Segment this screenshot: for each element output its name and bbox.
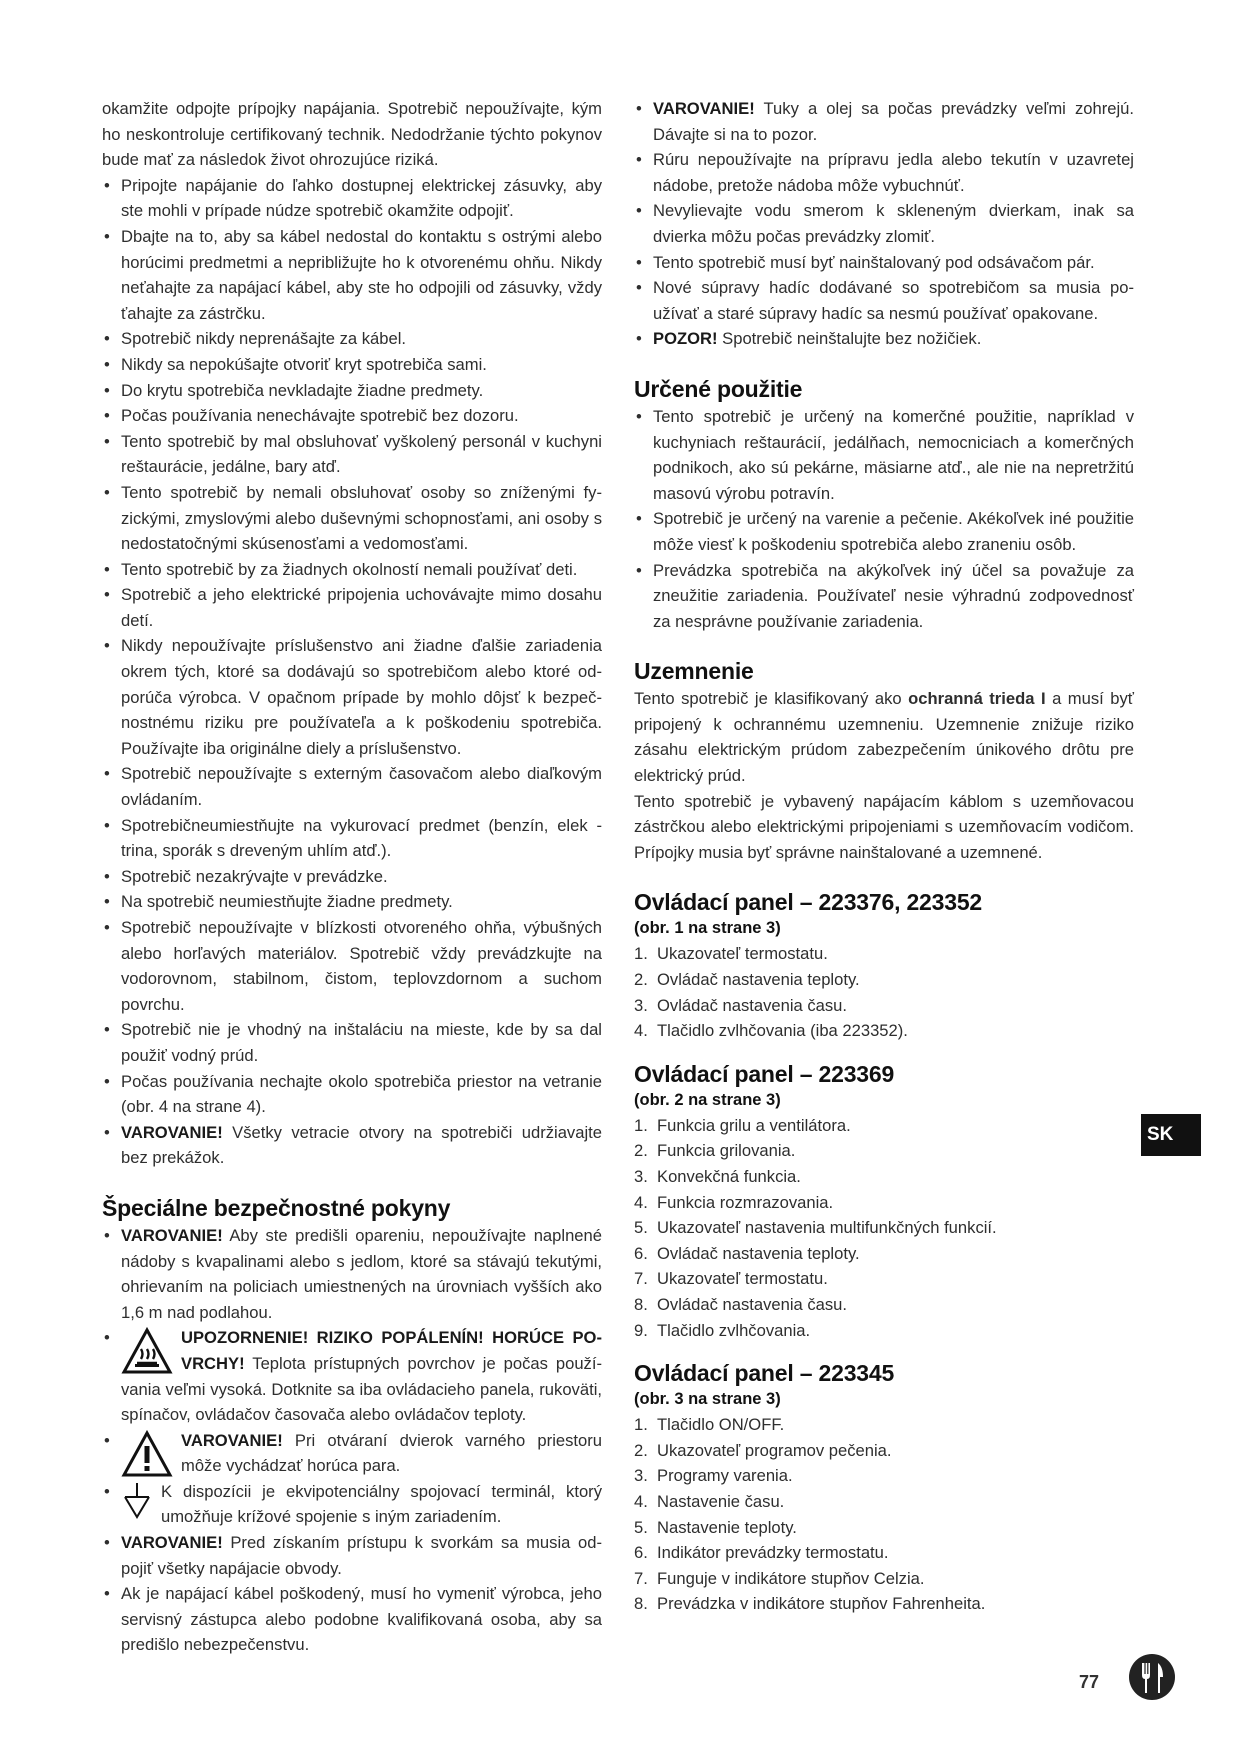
warning-label: VAROVANIE!	[121, 1225, 223, 1245]
warning-label: VAROVANIE!	[121, 1533, 223, 1553]
safety-bullet	[634, 147, 1134, 198]
safety-bullet-text: Spotrebič nikdy neprenášajte za kábel.	[121, 329, 407, 349]
safety-bullet-text: Dbajte na to, aby sa kábel nedostal do kontaktu s ostrými alebo horúcimi predmetmi a nepribližujte ho k otvorenému ohňu. Nikdy neťahajte za napájací kábel, aby ste ho odpojili od zásuvky, vždy ťahajte za zástrčku.	[121, 226, 602, 323]
warning-text: Pri otváraní dvierok varného priestoru môže vychádzať horúca para.	[181, 1430, 602, 1476]
grounding-cable-paragraph: Tento spotrebič je vybavený napájacím káblom s uzemňovacou zástrčkou alebo elektrickými pripojeniami s uzemňovacím vodičom. Prípojky musia byť správne nainštalované a uzemnené.	[634, 791, 1134, 862]
equipotential-item	[102, 1479, 602, 1530]
bullet: •	[104, 918, 110, 937]
bullet: •	[104, 585, 110, 605]
bullet: •	[636, 252, 642, 272]
bullet: •	[104, 380, 110, 400]
item-number: 7.	[634, 1269, 648, 1289]
protection-class: ochranná trieda I	[908, 689, 1046, 709]
safety-bullet	[102, 582, 602, 633]
control-panel-item-text: Ukazovateľ termostatu.	[657, 1269, 828, 1289]
right-column	[634, 96, 1134, 1617]
bullet: •	[104, 431, 110, 451]
safety-bullet-text: Spotrebič nie je vhodný na inštaláciu na mieste, kde by sa dal použiť vodný prúd.	[121, 1020, 602, 1065]
safety-bullet	[102, 557, 602, 583]
control-panel-item	[634, 1018, 1134, 1044]
safety-bullet	[102, 761, 602, 812]
bullet: •	[104, 354, 110, 374]
item-number: 7.	[634, 1568, 648, 1588]
warning-label: VAROVANIE!	[181, 1430, 283, 1450]
left-column	[102, 96, 602, 1658]
grounding-heading: Uzemnenie	[634, 658, 754, 685]
safety-bullet-text: Rúru nepoužívajte na prípravu jedla alebo tekutín v uzavretej nádobe, pretože nádoba môže vybuchnúť.	[653, 150, 1134, 195]
intended-use-bullet-text: Spotrebič je určený na varenie a pečenie. Akékoľvek iné použitie môže viesť k poškodeniu spotrebiča alebo zraneniu osôb.	[653, 509, 1134, 554]
safety-bullet-text: Tento spotrebič by za žiadnych okolností nemali používať deti.	[121, 559, 578, 579]
item-number: 6.	[634, 1543, 648, 1563]
control-panel-item	[634, 1566, 1134, 1592]
safety-bullet-list	[634, 147, 1134, 326]
item-number: 6.	[634, 1243, 648, 1263]
control-panel-item-text: Ovládač nastavenia času.	[657, 1294, 848, 1314]
terminal-warning-item	[102, 1530, 602, 1581]
bullet: •	[104, 406, 110, 426]
intended-use-heading: Určené použitie	[634, 375, 803, 402]
item-number: 3.	[634, 995, 648, 1015]
bullet: •	[104, 1020, 110, 1040]
control-panel-item	[634, 993, 1134, 1019]
intended-use-bullet-text: Prevádzka spotrebiča na akýkoľvek iný účel sa považuje za zneužitie zariadenia. Používateľ nesie výhradnú zodpovednosť za nesprávne používanie zariadenia.	[653, 560, 1134, 631]
bullet: •	[104, 815, 110, 835]
control-panel-item-text: Ukazovateľ nastavenia multifunkčných funkcií.	[657, 1218, 997, 1238]
bullet: •	[104, 1122, 110, 1142]
hot-surface-warning-item	[102, 1325, 602, 1427]
safety-bullet	[102, 633, 602, 761]
item-number: 8.	[634, 1594, 648, 1614]
safety-bullet-text: Spotrebič a jeho elektrické pripojenia uchovávajte mimo dosahu detí.	[121, 585, 602, 630]
safety-bullet-text: Nevylievajte vodu smerom k skleneným dvierkam, inak sa dvierka môžu počas prevádzky zlomiť.	[653, 201, 1134, 246]
warning-text: Všetky vetracie otvory na spotrebiči udržiavajte bez prekážok.	[121, 1122, 602, 1168]
bullet: •	[636, 406, 642, 426]
safety-bullet	[102, 1069, 602, 1120]
bullet: •	[104, 1071, 110, 1091]
safety-bullet-text: Nikdy nepoužívajte príslušenstvo ani žiadne ďalšie zariadenia okrem tých, ktoré sa dodávajú so spotrebičom alebo ktoré odporúča výrobca. V opačnom prípade by mohlo dôjsť k bezpečnostnému riziku pre používateľa a k poškodeniu spotrebiča. Používajte iba originálne diely a príslušenstvo.	[121, 636, 602, 758]
safety-bullet	[102, 889, 602, 915]
cable-text: Ak je napájací kábel poškodený, musí ho vymeniť výrobca, jeho servisný zástupca alebo podobne kvalifikovaná osoba, aby sa predišlo nebezpečenstvu.	[121, 1584, 602, 1655]
control-panel-item-text: Programy varenia.	[657, 1466, 793, 1486]
safety-bullet	[102, 352, 602, 378]
special-safety-heading: Špeciálne bezpečnostné pokyny	[102, 1194, 451, 1221]
bullet: •	[636, 509, 642, 529]
safety-bullet	[102, 1017, 602, 1068]
safety-bullet-text: Do krytu spotrebiča nevkladajte žiadne predmety.	[121, 380, 484, 400]
control-panel-3-ref: (obr. 3 na strane 3)	[634, 1390, 781, 1409]
bullet: •	[104, 866, 110, 886]
cutlery-logo-icon	[1128, 1653, 1176, 1701]
control-panel-item-text: Funkcia rozmrazovania.	[657, 1192, 834, 1212]
safety-bullet	[634, 250, 1134, 276]
control-panel-3-list	[634, 1412, 1134, 1617]
warning-text: Teplota prístupných povrchov je počas používania veľmi vysoká. Dotknite sa iba ovládacieho panela, rukoväti, spínačov, ovládačov časovača alebo ovládačov teploty.	[121, 1353, 602, 1425]
item-number: 4.	[634, 1491, 648, 1511]
item-number: 3.	[634, 1466, 648, 1486]
page-number: 77	[1079, 1672, 1100, 1692]
control-panel-item-text: Nastavenie teploty.	[657, 1517, 797, 1537]
item-number: 2.	[634, 1141, 648, 1161]
control-panel-2-list	[634, 1113, 1134, 1343]
bullet: •	[104, 559, 110, 579]
control-panel-3-heading: Ovládací panel – 223345	[634, 1360, 895, 1387]
bullet: •	[636, 329, 642, 349]
safety-bullet	[102, 173, 602, 224]
equipotential-text: K dispozícii je ekvipotenciálny spojovací terminál, ktorý umožňuje krížové spojenie s iným zariadením.	[161, 1481, 602, 1527]
control-panel-item-text: Nastavenie času.	[657, 1491, 785, 1511]
control-panel-item-text: Ovládač nastavenia času.	[657, 995, 848, 1015]
bullet: •	[104, 1584, 110, 1604]
cable-item	[102, 1581, 602, 1658]
safety-bullet	[102, 915, 602, 1017]
safety-bullet-text: Pripojte napájanie do ľahko dostupnej elektrickej zásuvky, aby ste mohli v prípade núdze spotrebič okamžite odpojiť.	[121, 175, 602, 221]
control-panel-item	[634, 1164, 1134, 1190]
safety-bullet	[102, 378, 602, 404]
safety-bullet	[102, 429, 602, 480]
control-panel-item-text: Funguje v indikátore stupňov Celzia.	[657, 1568, 925, 1588]
bullet: •	[104, 1430, 110, 1450]
item-number: 2.	[634, 1440, 648, 1460]
warning-text: Pred získaním prístupu k svorkám sa musia odpojiť všetky napájacie obvody.	[121, 1533, 602, 1578]
warning-text: Spotrebič neinštalujte bez nožičiek.	[717, 329, 982, 349]
safety-bullet-text: Spotrebič nepoužívajte s externým časovačom alebo diaľkovým ovládaním.	[121, 764, 602, 810]
bullet: •	[104, 636, 110, 656]
warning-label: VAROVANIE!	[121, 1122, 223, 1142]
bullet: •	[104, 1328, 110, 1348]
safety-bullet-text: Nikdy sa nepokúšajte otvoriť kryt spotrebiča sami.	[121, 354, 487, 374]
control-panel-item-text: Tlačidlo ON/OFF.	[657, 1415, 785, 1435]
item-number: 5.	[634, 1517, 648, 1537]
bullet: •	[636, 150, 642, 170]
safety-bullet	[634, 275, 1134, 326]
intro-paragraph: okamžite odpojte prípojky napájania. Spotrebič nepoužívajte, kým ho neskontroluje certifikovaný technik. Nedodržanie týchto pokynov bude mať za následok život ohrozujúce riziká.	[102, 99, 602, 170]
safety-bullet-text: Nové súpravy hadíc dodávané so spotrebičom sa musia používať a staré súpravy hadíc sa nesmú používať opakovane.	[653, 278, 1134, 323]
bullet: •	[104, 329, 110, 349]
bullet: •	[636, 560, 642, 580]
safety-bullet-text: Počas používania nenechávajte spotrebič bez dozoru.	[121, 406, 519, 426]
safety-bullet-text: Spotrebičneumiestňujte na vykurovací predmet (benzín, elek - trina, sporák s dreveným uhlím atď.).	[121, 815, 602, 861]
language-tab: SK	[1141, 1114, 1201, 1156]
warning-label: UPOZORNENIE! RIZIKO POPÁLENÍN! HORÚCE POVRCHY!	[181, 1328, 602, 1373]
control-panel-item-text: Ovládač nastavenia teploty.	[657, 1243, 860, 1263]
control-panel-item	[634, 1412, 1134, 1438]
control-panel-item	[634, 967, 1134, 993]
intended-use-bullet	[634, 506, 1134, 557]
control-panel-2-ref: (obr. 2 na strane 3)	[634, 1090, 781, 1109]
grounding-paragraph: Tento spotrebič je klasifikovaný ako ochranná trieda I a musí byť pripojený k ochrannému uzemneniu. Uzemnenie znižuje riziko zásahu elektrickým prúdom zabezpečením únikového drôtu pre elektrický prúd.	[634, 689, 1134, 786]
bullet: •	[104, 175, 110, 195]
fat-warning-item	[634, 96, 1134, 147]
control-panel-item	[634, 1241, 1134, 1267]
control-panel-item	[634, 1318, 1134, 1344]
intended-use-list	[634, 404, 1134, 634]
item-number: 4.	[634, 1192, 648, 1212]
safety-bullet-text: Spotrebič nezakrývajte v prevádzke.	[121, 866, 388, 886]
control-panel-item-text: Prevádzka v indikátore stupňov Fahrenheita.	[657, 1594, 986, 1614]
warning-label: POZOR!	[653, 329, 718, 349]
control-panel-2-heading: Ovládací panel – 223369	[634, 1060, 895, 1087]
item-number: 9.	[634, 1320, 648, 1340]
feet-warning-item	[634, 326, 1134, 352]
steam-warning-item	[102, 1428, 602, 1479]
intended-use-bullet-text: Tento spotrebič je určený na komerčné použitie, napríklad v kuchyniach reštaurácií, jedálňach, nemocniciach a komerčných podnikoch, ako sú pekárne, mäsiarne atď., ale nie na nepretržitú masovú výrobu potravín.	[653, 406, 1134, 503]
safety-bullet	[102, 813, 602, 864]
control-panel-item-text: Ukazovateľ termostatu.	[657, 944, 828, 964]
intended-use-bullet	[634, 404, 1134, 506]
bullet: •	[104, 1225, 110, 1245]
scald-warning-item	[102, 1223, 602, 1325]
bullet: •	[104, 226, 110, 246]
bullet: •	[104, 1533, 110, 1553]
item-number: 8.	[634, 1294, 648, 1314]
safety-bullet-text: Na spotrebič neumiestňujte žiadne predmety.	[121, 892, 453, 912]
item-number: 1.	[634, 1115, 648, 1135]
control-panel-item	[634, 1438, 1134, 1464]
bullet: •	[104, 482, 110, 502]
safety-bullet	[634, 198, 1134, 249]
hot-surface-warning-icon	[121, 1327, 173, 1375]
control-panel-item	[634, 941, 1134, 967]
control-panel-item-text: Konvekčná funkcia.	[657, 1167, 801, 1186]
safety-bullet-text: Počas používania nechajte okolo spotrebiča priestor na vetranie (obr. 4 na strane 4).	[121, 1071, 602, 1117]
warning-text: Aby ste predišli opareniu, nepoužívajte naplnené nádoby s kvapalinami alebo s jedlom, ktoré sa stávajú tekutými, ohrievaním na policiach umiestnených na úrovniach vyšších ako 1,6 m nad podlahou.	[121, 1225, 602, 1322]
control-panel-item	[634, 1540, 1134, 1566]
control-panel-item	[634, 1215, 1134, 1241]
control-panel-1-ref: (obr. 1 na strane 3)	[634, 919, 781, 938]
warning-text: Tuky a olej sa počas prevádzky veľmi zohrejú. Dávajte si na to pozor.	[653, 99, 1134, 144]
bullet: •	[636, 278, 642, 298]
bullet: •	[636, 99, 642, 118]
control-panel-item	[634, 1591, 1134, 1617]
safety-bullet	[102, 403, 602, 429]
safety-bullet	[102, 224, 602, 326]
control-panel-item	[634, 1138, 1134, 1164]
control-panel-item	[634, 1190, 1134, 1216]
control-panel-item	[634, 1515, 1134, 1541]
safety-bullet-text: Tento spotrebič by mal obsluhovať vyškolený personál v kuchyni reštaurácie, jedálne, bary atď.	[121, 431, 602, 477]
control-panel-item	[634, 1292, 1134, 1318]
control-panel-item	[634, 1266, 1134, 1292]
safety-bullet	[102, 326, 602, 352]
safety-bullet-text: Spotrebič nepoužívajte v blízkosti otvoreného ohňa, výbušných alebo horľavých materiálov. Spotrebič vždy prevádzkujte na vodorovnom, stabilnom, čistom, teplovzdornom a suchom povrchu.	[121, 918, 602, 1014]
item-number: 5.	[634, 1218, 648, 1238]
control-panel-item-text: Indikátor prevádzky termostatu.	[657, 1543, 889, 1563]
control-panel-item-text: Ovládač nastavenia teploty.	[657, 970, 860, 990]
exclamation-warning-icon	[121, 1430, 173, 1478]
safety-bullet-text: Tento spotrebič musí byť nainštalovaný pod odsávačom pár.	[653, 252, 1095, 272]
vent-warning-item	[102, 1120, 602, 1171]
control-panel-item-text: Funkcia grilovania.	[657, 1141, 796, 1161]
control-panel-item	[634, 1113, 1134, 1139]
equipotential-icon	[121, 1481, 153, 1521]
bullet: •	[104, 892, 110, 912]
safety-bullet	[102, 480, 602, 557]
safety-bullet-text: Tento spotrebič by nemali obsluhovať osoby so zníženými fyzickými, zmyslovými alebo duševnými schopnosťami, ani osoby s nedostatočnými skúsenosťami a vedomosťami.	[121, 482, 602, 554]
bullet: •	[104, 1481, 110, 1501]
control-panel-item-text: Tlačidlo zvlhčovania.	[657, 1320, 811, 1340]
item-number: 4.	[634, 1021, 648, 1041]
control-panel-item-text: Funkcia grilu a ventilátora.	[657, 1115, 851, 1135]
safety-bullet-list	[102, 173, 602, 1120]
control-panel-1-heading: Ovládací panel – 223376, 223352	[634, 889, 982, 916]
control-panel-item-text: Ukazovateľ programov pečenia.	[657, 1440, 892, 1460]
control-panel-1-list	[634, 941, 1134, 1043]
item-number: 1.	[634, 944, 648, 964]
safety-bullet	[102, 864, 602, 890]
control-panel-item-text: Tlačidlo zvlhčovania (iba 223352).	[657, 1021, 908, 1041]
warning-label: VAROVANIE!	[653, 99, 755, 118]
item-number: 1.	[634, 1415, 648, 1435]
item-number: 3.	[634, 1167, 648, 1186]
control-panel-item	[634, 1489, 1134, 1515]
bullet: •	[636, 201, 642, 221]
bullet: •	[104, 764, 110, 784]
intended-use-bullet	[634, 558, 1134, 635]
control-panel-item	[634, 1463, 1134, 1489]
item-number: 2.	[634, 970, 648, 990]
